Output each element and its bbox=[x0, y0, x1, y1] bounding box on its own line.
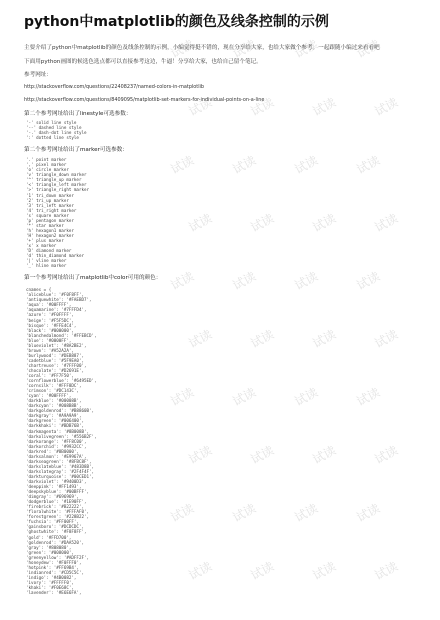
color-code-line: 'coral': '#FF7F50', bbox=[26, 373, 74, 379]
watermark-text: 试读 bbox=[354, 385, 383, 409]
marker-code-line: '_' hline marker bbox=[26, 263, 67, 269]
document-page bbox=[24, 14, 420, 595]
watermark-text: 试读 bbox=[354, 501, 383, 525]
color-code-line: 'darkgray': '#A9A9A9', bbox=[26, 413, 82, 419]
color-code-line: 'chartreuse': '#7FFF00', bbox=[26, 362, 87, 368]
marker-code-line: 'D' diamond marker bbox=[26, 248, 72, 254]
watermark-text: 试读 bbox=[354, 269, 383, 293]
color-code-line: 'gold': '#FFD700', bbox=[26, 534, 72, 540]
watermark-text: 试读 bbox=[372, 327, 401, 351]
color-code-line: 'cornsilk': '#FFF8DC', bbox=[26, 383, 82, 389]
watermark-text: 试读 bbox=[354, 153, 383, 177]
watermark-text: 试读 bbox=[292, 153, 321, 177]
watermark-text: 试读 bbox=[248, 95, 277, 119]
color-code-line: 'chocolate': '#D2691E', bbox=[26, 367, 84, 373]
watermark-text: 试读 bbox=[186, 559, 215, 583]
watermark-text: 试读 bbox=[310, 327, 339, 351]
color-code-line: 'ghostwhite': '#F8F8FF', bbox=[26, 529, 87, 535]
color-code-line: 'lavender': '#E6E6FA', bbox=[26, 590, 82, 596]
watermark-text: 试读 bbox=[230, 153, 259, 177]
marker-code-line: 'v' triangle_down marker bbox=[26, 172, 87, 178]
watermark-text: 试读 bbox=[186, 95, 215, 119]
linestyle-code-line: '-.' dash-dot line style bbox=[26, 130, 87, 136]
marker-code-line: 'x' x marker bbox=[26, 242, 57, 248]
color-code-line: 'gainsboro': '#DCDCDC', bbox=[26, 524, 84, 530]
watermark-text: 试读 bbox=[310, 443, 339, 467]
marker-code-line: 's' square marker bbox=[26, 212, 69, 218]
watermark-text: 试读 bbox=[292, 37, 321, 61]
color-code-line: 'cyan': '#00FFFF', bbox=[26, 393, 72, 399]
marker-code-line: '|' vline marker bbox=[26, 258, 67, 264]
color-code-line: 'antiquewhite': '#FAEBD7', bbox=[26, 297, 92, 303]
color-code-line: 'darksalmon': '#E9967A', bbox=[26, 453, 87, 459]
color-code-line: 'bisque': '#FFE4C4', bbox=[26, 322, 77, 328]
color-code-line: 'deeppink': '#FF1493', bbox=[26, 484, 82, 490]
watermark-text: 试读 bbox=[168, 37, 197, 61]
marker-code-line: '>' triangle_right marker bbox=[26, 187, 90, 193]
watermark-text: 试读 bbox=[186, 327, 215, 351]
marker-code-line: '^' triangle_up marker bbox=[26, 177, 82, 183]
color-code-line: 'darkseagreen': '#8FBC8F', bbox=[26, 458, 92, 464]
color-code-line: 'brown': '#A52A2A', bbox=[26, 347, 74, 353]
color-code-line: 'darkolivegreen': '#556B2F', bbox=[26, 433, 97, 439]
marker-code-line: '1' tri_down marker bbox=[26, 192, 74, 198]
reference-url-2[interactable]: http://stackoverflow.com/questions/8409095/matplotlib-set-markers-for-individual-points-on-a-line bbox=[24, 97, 265, 103]
color-code-line: 'indianred': '#CD5C5C', bbox=[26, 569, 84, 575]
color-code-line: 'cornflowerblue': '#6495ED', bbox=[26, 378, 97, 384]
marker-code-line: '+' plus marker bbox=[26, 237, 64, 243]
linestyle-code-block bbox=[24, 120, 420, 140]
color-code-line: 'darkblue': '#00008B', bbox=[26, 398, 82, 404]
marker-code-line: '4' tri_right marker bbox=[26, 207, 77, 213]
watermark-text: 试读 bbox=[230, 385, 259, 409]
colors-heading: 第一个参考网址给出了matplotlib中color可用的颜色： bbox=[24, 275, 162, 282]
color-code-line: 'darkgreen': '#006400', bbox=[26, 418, 84, 424]
color-code-line: 'crimson': '#DC143C', bbox=[26, 388, 79, 394]
watermark-text: 试读 bbox=[372, 95, 401, 119]
color-code-line: 'honeydew': '#F0FFF0', bbox=[26, 559, 82, 565]
color-code-line: 'darkslategray': '#2F4F4F', bbox=[26, 468, 95, 474]
color-code-line: 'hotpink': '#FF69B4', bbox=[26, 564, 79, 570]
marker-code-line: 'o' circle marker bbox=[26, 167, 69, 173]
color-code-line: 'deepskyblue': '#00BFFF', bbox=[26, 489, 90, 495]
note-paragraph: 下面用python画图的候选色选点都可以直接参考这边，牛逼！分享给大家，也给自己留个笔记。 bbox=[24, 59, 262, 65]
color-code-line: 'indigo': '#4B0082', bbox=[26, 574, 77, 580]
marker-heading: 第二个参考网址给出了marker可选参数： bbox=[24, 147, 128, 154]
color-code-line: 'azure': '#F0FFFF', bbox=[26, 312, 74, 318]
watermark-text: 试读 bbox=[372, 443, 401, 467]
watermark-text: 试读 bbox=[168, 153, 197, 177]
intro-paragraph: 主要介绍了python中matplotlib的颜色及线条控制的示例，小编觉得挺不错的，现在分享给大家，也给大家做个参考。一起跟随小编过来看看吧 bbox=[24, 45, 380, 51]
marker-code-line: ',' pixel marker bbox=[26, 162, 67, 168]
watermark-text: 试读 bbox=[168, 385, 197, 409]
watermark-text: 试读 bbox=[168, 269, 197, 293]
color-code-line: 'beige': '#F5F5DC', bbox=[26, 317, 74, 323]
color-code-line: 'fuchsia': '#FF00FF', bbox=[26, 519, 79, 525]
watermark-text: 试读 bbox=[292, 501, 321, 525]
color-code-line: 'darkmagenta': '#8B008B', bbox=[26, 428, 90, 434]
color-code-line: 'darkred': '#8B0000', bbox=[26, 448, 79, 454]
watermark-text: 试读 bbox=[186, 443, 215, 467]
watermark-text: 试读 bbox=[230, 269, 259, 293]
color-code-line: 'darkcyan': '#008B8B', bbox=[26, 403, 82, 409]
linestyle-code-line: '-' solid line style bbox=[26, 120, 77, 125]
color-code-line: 'darkslateblue': '#483D8B', bbox=[26, 463, 95, 469]
color-code-line: 'blueviolet': '#8A2BE2', bbox=[26, 342, 87, 348]
color-code-line: 'darkturquoise': '#00CED1', bbox=[26, 473, 95, 479]
watermark-text: 试读 bbox=[230, 501, 259, 525]
color-code-line: cnames = { bbox=[26, 287, 52, 293]
watermark-text: 试读 bbox=[186, 211, 215, 235]
color-code-line: 'gray': '#808080', bbox=[26, 544, 72, 550]
watermark-text: 试读 bbox=[248, 327, 277, 351]
color-code-line: 'aliceblue': '#F0F8FF', bbox=[26, 292, 84, 298]
reference-label: 参考网址： bbox=[24, 72, 52, 78]
color-code-line: 'greenyellow': '#ADFF2F', bbox=[26, 554, 90, 560]
marker-code-block bbox=[24, 157, 420, 268]
watermark-text: 试读 bbox=[168, 501, 197, 525]
color-code-line: 'forestgreen': '#228B22', bbox=[26, 514, 90, 520]
marker-code-line: 'd' thin_diamond marker bbox=[26, 253, 84, 259]
colors-code-block bbox=[24, 287, 420, 595]
watermark-text: 试读 bbox=[248, 559, 277, 583]
marker-code-line: 'h' hexagon1 marker bbox=[26, 227, 74, 233]
linestyle-heading: 第二个参考网址给出了linestyle可选参数： bbox=[24, 111, 132, 117]
color-code-line: 'blue': '#0000FF', bbox=[26, 337, 72, 343]
color-code-line: 'ivory': '#FFFFF0', bbox=[26, 579, 74, 585]
watermark-text: 试读 bbox=[310, 95, 339, 119]
color-code-line: 'floralwhite': '#FFFAF0', bbox=[26, 509, 90, 515]
color-code-line: 'burlywood': '#DEB887', bbox=[26, 352, 84, 358]
watermark-text: 试读 bbox=[292, 269, 321, 293]
color-code-line: 'darkkhaki': '#BDB76B', bbox=[26, 423, 84, 429]
watermark-text: 试读 bbox=[230, 37, 259, 61]
color-code-line: 'darkgoldenrod': '#B8860B', bbox=[26, 408, 95, 414]
marker-code-line: 'H' hexagon2 marker bbox=[26, 232, 74, 238]
watermark-text: 试读 bbox=[310, 211, 339, 235]
color-code-line: 'green': '#008000', bbox=[26, 549, 74, 555]
watermark-text: 试读 bbox=[292, 385, 321, 409]
marker-code-line: 'p' pentagon marker bbox=[26, 217, 74, 223]
linestyle-code-line: ':' dotted line style bbox=[26, 135, 79, 141]
color-code-line: 'blanchedalmond': '#FFEBCD', bbox=[26, 332, 97, 338]
color-code-line: 'aquamarine': '#7FFFD4', bbox=[26, 307, 87, 313]
color-code-line: 'black': '#000000', bbox=[26, 327, 74, 333]
marker-code-line: '<' triangle_left marker bbox=[26, 182, 87, 188]
reference-url-1[interactable]: http://stackoverflow.com/questions/22408237/named-colors-in-matplotlib bbox=[24, 84, 205, 90]
watermark-text: 试读 bbox=[372, 211, 401, 235]
marker-code-line: '.' point marker bbox=[26, 157, 67, 163]
linestyle-code-line: '--' dashed line style bbox=[26, 125, 82, 131]
color-code-line: 'darkorchid': '#9932CC', bbox=[26, 443, 87, 449]
watermark-text: 试读 bbox=[248, 443, 277, 467]
color-code-line: 'goldenrod': '#DAA520', bbox=[26, 539, 84, 545]
color-code-line: 'firebrick': '#B22222', bbox=[26, 504, 84, 510]
color-code-line: 'dimgray': '#696969', bbox=[26, 494, 79, 500]
watermark-text: 试读 bbox=[248, 211, 277, 235]
color-code-line: 'khaki': '#F0E68C', bbox=[26, 584, 74, 590]
watermark-text: 试读 bbox=[354, 37, 383, 61]
marker-code-line: '*' star marker bbox=[26, 222, 64, 228]
page-title: python中matplotlib的颜色及线条控制的示例 bbox=[24, 14, 329, 30]
watermark-text: 试读 bbox=[372, 559, 401, 583]
color-code-line: 'cadetblue': '#5F9EA0', bbox=[26, 357, 84, 363]
marker-code-line: '3' tri_left marker bbox=[26, 202, 74, 208]
color-code-line: 'darkviolet': '#9400D3', bbox=[26, 479, 87, 484]
marker-code-line: '2' tri_up marker bbox=[26, 197, 69, 203]
color-code-line: 'aqua': '#00FFFF', bbox=[26, 302, 72, 308]
watermark-text: 试读 bbox=[310, 559, 339, 583]
color-code-line: 'dodgerblue': '#1E90FF', bbox=[26, 499, 87, 505]
color-code-line: 'darkorange': '#FF8C00', bbox=[26, 438, 87, 444]
